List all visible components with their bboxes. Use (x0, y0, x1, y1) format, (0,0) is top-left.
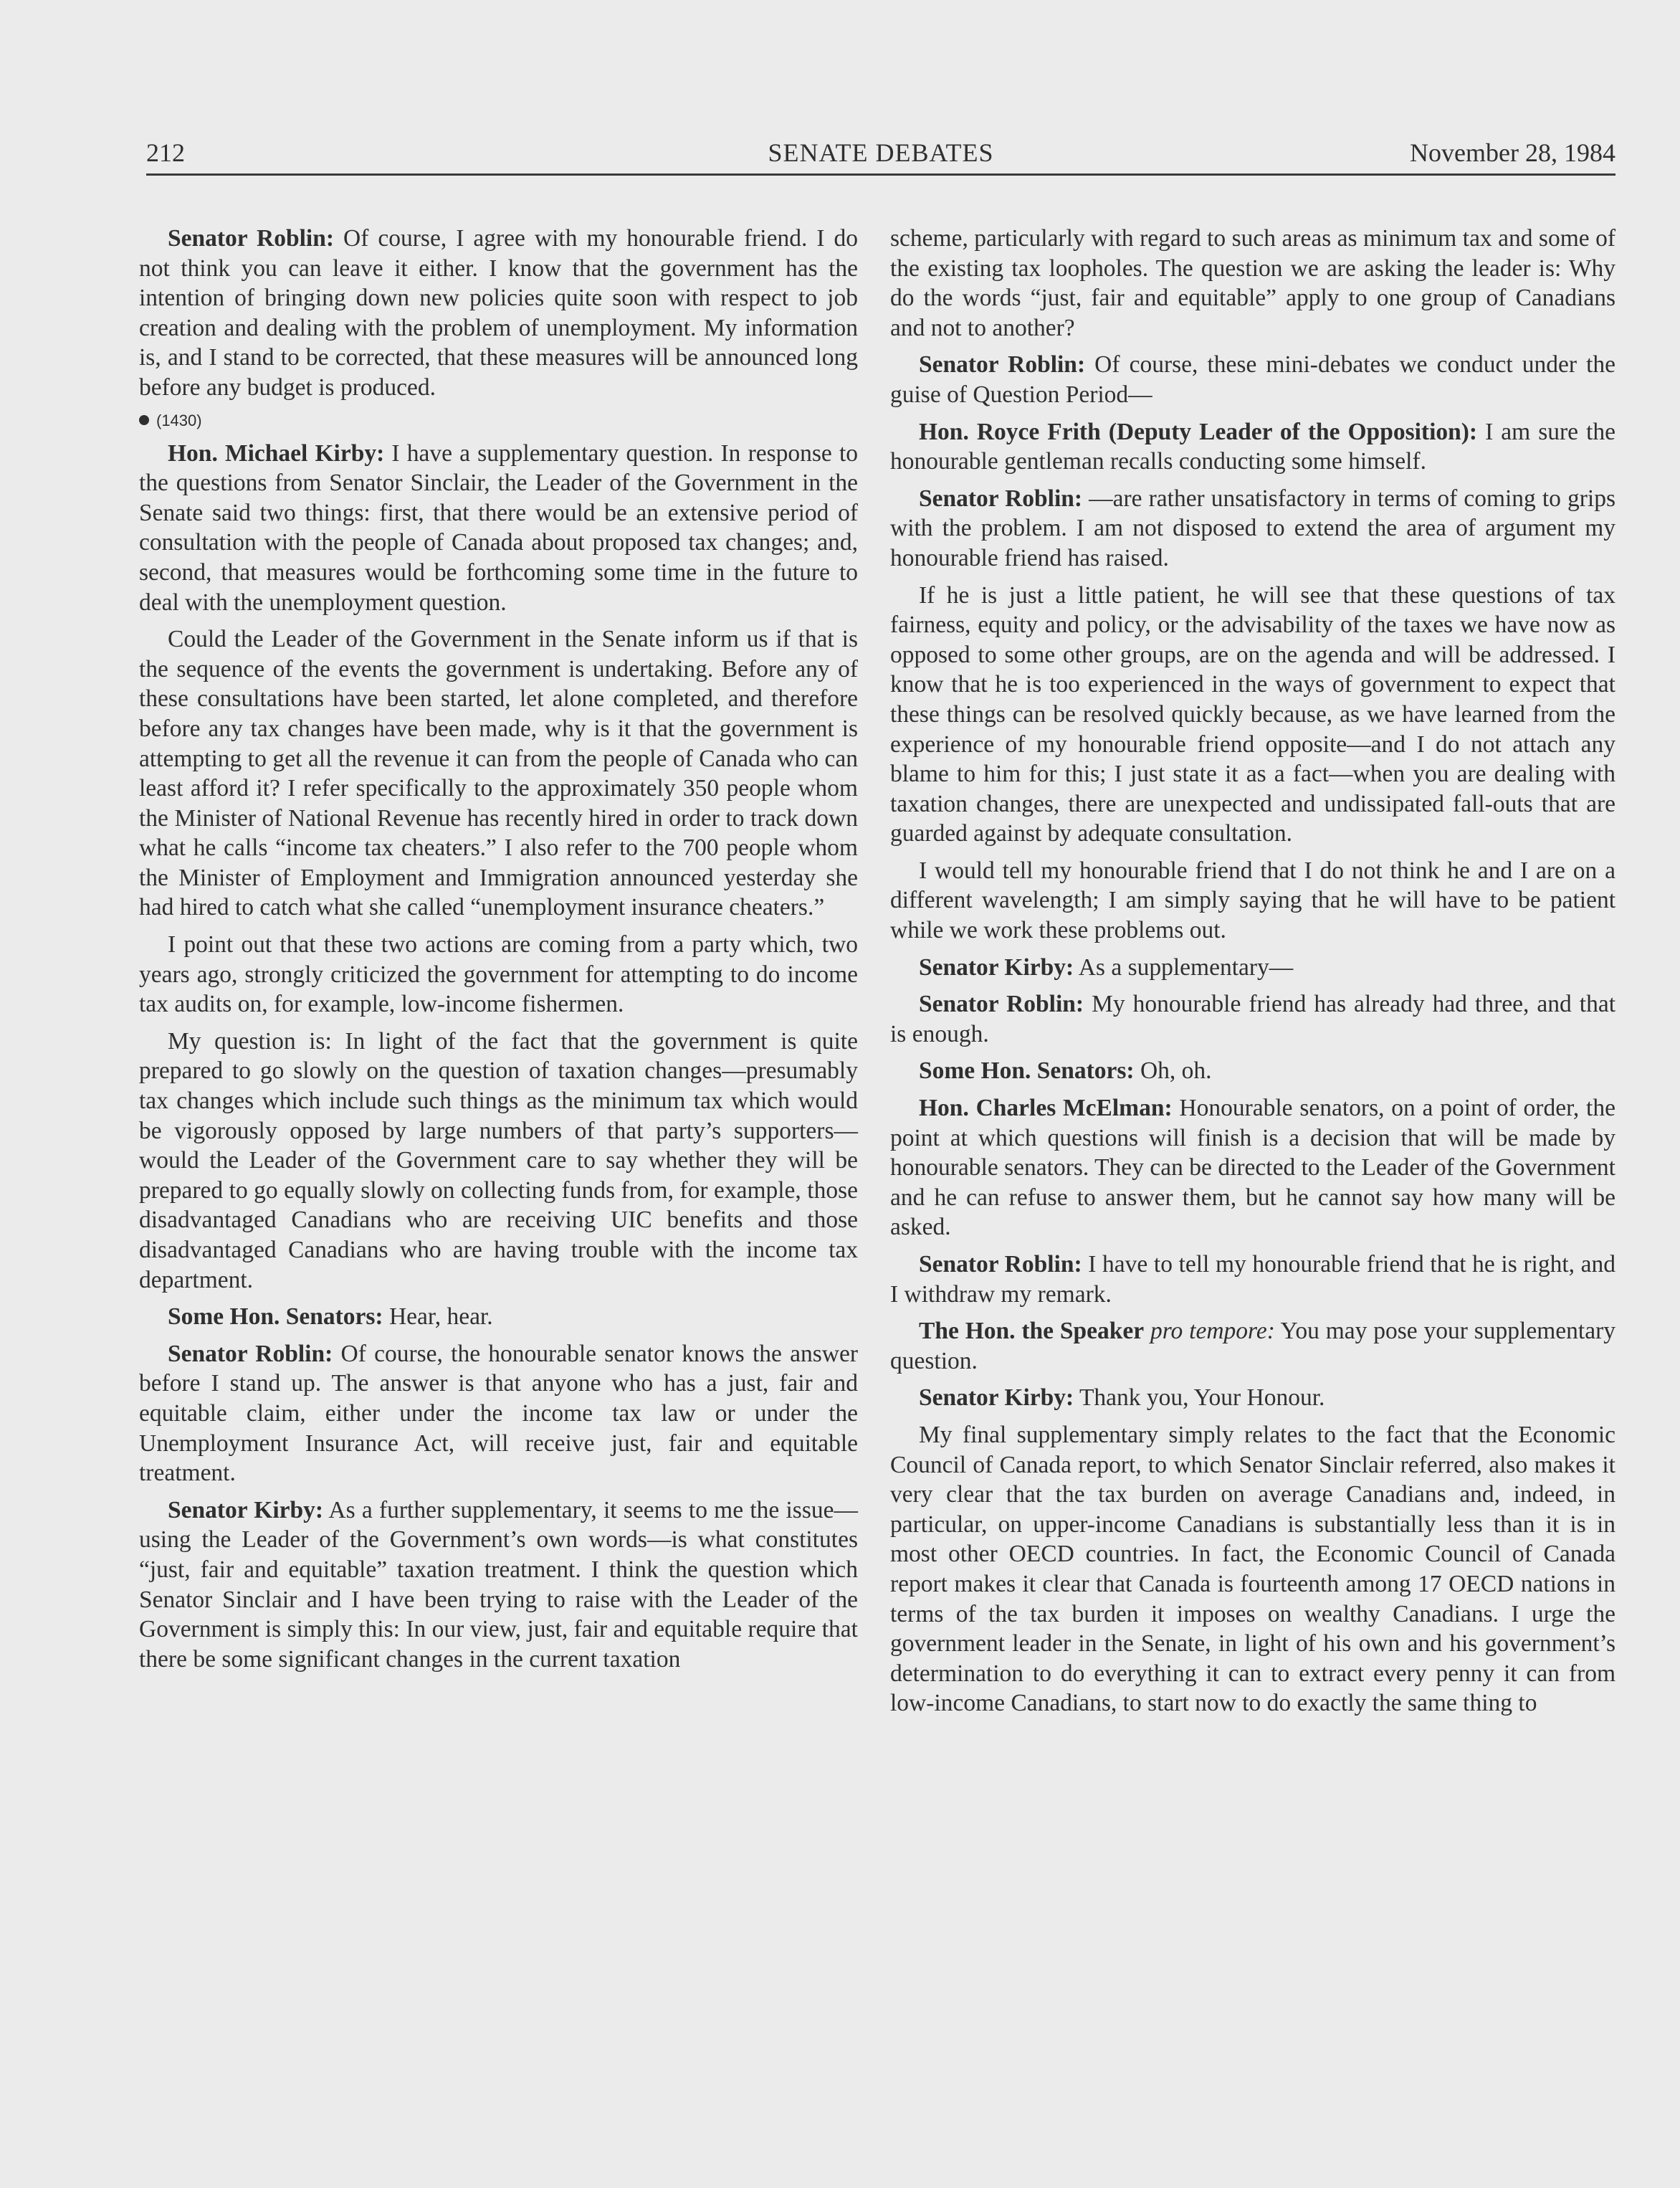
speaker-title-italic: pro tempore: (1144, 1318, 1275, 1345)
paragraph (890, 989, 1615, 1049)
page-header (146, 138, 1615, 176)
speaker-name: Senator Roblin: (919, 485, 1083, 512)
paragraph-text: As a further supplementary, it seems to me the issue—using the Leader of the Government’s own words—is what constitutes “just, fair and equitable” taxation treatment. I think the question which Senator Sinclair and I have been trying to raise with the Leader of the Government is simply this: In our view, just, fair and equitable require that there be some significant changes in the current taxation (139, 1496, 858, 1673)
speaker-name: Senator Kirby: (168, 1496, 324, 1523)
paragraph (139, 439, 858, 618)
speaker-name: The Hon. the Speaker (919, 1318, 1145, 1345)
page-date: November 28, 1984 (1410, 138, 1615, 167)
speaker-name: Senator Roblin: (168, 225, 335, 252)
paragraph (139, 1495, 858, 1675)
paragraph (139, 224, 858, 403)
speaker-name: Senator Roblin: (919, 351, 1086, 379)
paragraph-text: Oh, oh. (1134, 1057, 1212, 1085)
speaker-name: Senator Kirby: (919, 1384, 1074, 1412)
paragraph-text: As a supplementary— (1074, 953, 1294, 981)
speaker-name: Senator Kirby: (919, 953, 1074, 981)
paragraph-text: I have a supplementary question. In response to the questions from Senator Sinclair, the Leader of the Government in the Senate said two things: first, that there would be an extensive period of consultation with the people of Canada about proposed tax changes; and, second, that measures would be forthcoming some time in the future to deal with the unemployment question. (139, 439, 859, 616)
speaker-name: Some Hon. Senators: (168, 1303, 383, 1331)
left-column (139, 224, 858, 1681)
bullet-icon (139, 415, 149, 425)
paragraph-text: I have to tell my honourable friend that he is right, and I withdraw my remark. (890, 1251, 1616, 1308)
paragraph-text: I am sure the honourable gentleman recalls conducting some himself. (890, 418, 1615, 475)
paragraph (890, 1316, 1615, 1376)
paragraph-text: Of course, these mini-debates we conduct under the guise of Question Period— (890, 351, 1616, 408)
paragraph (139, 1302, 858, 1332)
paragraph (890, 1383, 1615, 1413)
paragraph (890, 953, 1615, 983)
paragraph (890, 484, 1615, 574)
paragraph (139, 1339, 858, 1488)
speaker-name: Senator Roblin: (168, 1340, 333, 1367)
paragraph-text: Hear, hear. (383, 1303, 493, 1331)
paragraph: My question is: In light of the fact that the government is quite prepared to go slowly on the question of taxation changes—presumably tax changes which include such things as the minimum tax which would be vigorously opposed by large numbers of that party’s supporters—would the Leader of the Government care to say whether they will be prepared to go equally slowly on collecting funds from, for example, those disadvantaged Canadians who are receiving UIC benefits and those disadvantaged Canadians who are having trouble with the income tax department. (139, 1027, 858, 1293)
paragraph: If he is just a little patient, he will see that these questions of tax fairness, equity and policy, or the advisability of the taxes we have now as opposed to some other groups, are on the agenda and will be addressed. I know that he is too experienced in the ways of government to expect that these things can be resolved quickly because, as we have learned from the experience of my honourable friend opposite—and I do not attach any blame to him for this; I just state it as a fact—when you are dealing with taxation changes, there are unexpected and undissipated fall-outs that are guarded against by adequate consultation. (890, 581, 1615, 847)
time-marker-text: (1430) (156, 411, 202, 429)
paragraph (890, 350, 1615, 409)
paragraph-text: Of course, I agree with my honourable friend. I do not think you can leave it either. I know that the government has the intention of bringing down new policies quite soon with respect to job creation and dealing with the problem of unemployment. My information is, and I stand to be corrected, that these measures will be announced long before any budget is produced. (139, 225, 859, 401)
paragraph-text: You may pose your supplementary question. (890, 1318, 1615, 1374)
speaker-name: Some Hon. Senators: (919, 1057, 1135, 1085)
right-column (890, 224, 1615, 1726)
time-marker (139, 410, 858, 432)
publication-title: SENATE DEBATES (768, 138, 994, 167)
speaker-name: Hon. Charles McElman: (919, 1095, 1173, 1122)
paragraph-text: Honourable senators, on a point of order, the point at which questions will finish is a decision that will be made by honourable senators. They can be directed to the Leader of the Government and he can refuse to answer them, but he cannot say how many will be asked. (890, 1095, 1615, 1241)
paragraph-text: —are rather unsatisfactory in terms of coming to grips with the problem. I am not disposed to extend the area of argument my honourable friend has raised. (890, 485, 1615, 571)
paragraph: I point out that these two actions are coming from a party which, two years ago, strongly criticized the government for attempting to do income tax audits on, for example, low-income fishermen. (139, 931, 858, 1018)
paragraph (890, 1093, 1615, 1242)
paragraph (890, 1056, 1615, 1086)
paragraph: scheme, particularly with regard to such areas as minimum tax and some of the existing tax loopholes. The question we are asking the leader is: Why do the words “just, fair and equitable” apply to one group of Canadians and not to another? (890, 225, 1615, 341)
speaker-name: Hon. Michael Kirby: (168, 439, 385, 467)
paragraph: Could the Leader of the Government in the Senate inform us if that is the sequence of the events the government is undertaking. Before any of these consultations have been started, let alone completed, and therefore before any tax changes have been made, why is it that the government is attempting to get all the revenue it can from the people of Canada who can least afford it? I refer specifically to the approximately 350 people whom the Minister of National Revenue has recently hired in order to track down what he calls “income tax cheaters.” I also refer to the 700 people whom the Minister of Employment and Immigration announced yesterday she had hired to catch what she called “unemployment insurance cheaters.” (139, 626, 858, 921)
paragraph: My final supplementary simply relates to the fact that the Economic Council of Canada report, to which Senator Sinclair referred, also makes it very clear that the tax burden on average Canadians and, indeed, in particular, on upper-income Canadians is substantially less than it is in most other OECD countries. In fact, the Economic Council of Canada report makes it clear that Canada is fourteenth among 17 OECD nations in terms of the tax burden it imposes on wealthy Canadians. I urge the government leader in the Senate, in light of his own and his government’s determination to do everything it can to extract every penny it can from low-income Canadians, to start now to do exactly the same thing to (890, 1421, 1615, 1717)
paragraph (890, 1250, 1615, 1309)
speaker-name: Hon. Royce Frith (Deputy Leader of the Opposition): (919, 418, 1478, 445)
paragraph: I would tell my honourable friend that I do not think he and I are on a different wavelength; I am simply saying that he will have to be patient while we work these problems out. (890, 857, 1615, 944)
paragraph-text: Of course, the honourable senator knows the answer before I stand up. The answer is that anyone who has a just, fair and equitable claim, either under the income tax law or under the Unemployment Insurance Act, will receive just, fair and equitable treatment. (139, 1340, 858, 1487)
page-number: 212 (146, 138, 185, 167)
paragraph-text: My honourable friend has already had three, and that is enough. (890, 991, 1616, 1047)
speaker-name: Senator Roblin: (919, 991, 1084, 1018)
speaker-name: Senator Roblin: (919, 1251, 1082, 1278)
paragraph-text: Thank you, Your Honour. (1074, 1384, 1325, 1412)
paragraph (890, 417, 1615, 477)
